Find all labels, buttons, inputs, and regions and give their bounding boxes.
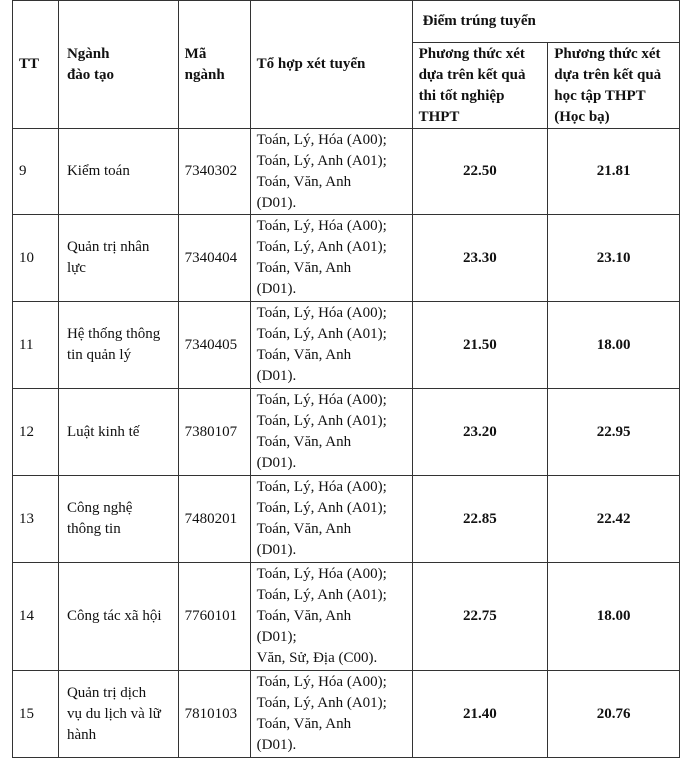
to-hop-line: Toán, Văn, Anh — [256, 521, 352, 537]
table-row — [13, 215, 680, 302]
to-hop-line: Toán, Lý, Hóa (A00); — [256, 131, 387, 148]
to-hop-line: Toán, Lý, Anh (A01); — [256, 239, 387, 255]
header-line: dựa trên kết quả — [418, 66, 526, 83]
cell-diem-thpt: 22.50 — [412, 129, 548, 215]
table-row — [13, 129, 680, 215]
to-hop-line: Toán, Văn, Anh — [256, 608, 352, 624]
nganh-line: Hệ thống thông — [66, 326, 161, 342]
header-line: (Học bạ) — [554, 108, 610, 125]
cell-diem-hoc-ba: 20.76 — [548, 671, 680, 758]
to-hop-line: Toán, Lý, Anh (A01); — [256, 413, 387, 429]
cell-to-hop — [250, 389, 412, 476]
to-hop-line: Toán, Văn, Anh — [256, 434, 352, 450]
to-hop-line: Toán, Lý, Anh (A01); — [256, 152, 387, 169]
cell-nganh — [58, 476, 178, 563]
to-hop-line: (D01). — [256, 455, 297, 471]
to-hop-line: (D01). — [256, 194, 297, 211]
cell-tt: 15 — [13, 671, 59, 758]
header-phuong-thuc-hoc-ba — [548, 43, 680, 129]
to-hop-line: (D01). — [256, 737, 297, 753]
header-line: Phương thức xét — [554, 45, 661, 62]
table-row — [13, 476, 680, 563]
cell-ma-nganh: 7340404 — [178, 215, 250, 302]
to-hop-line: Toán, Văn, Anh — [256, 347, 352, 363]
cell-nganh — [58, 129, 178, 215]
nganh-line: Quản trị dịch — [66, 684, 147, 701]
cell-diem-hoc-ba: 21.81 — [548, 129, 680, 215]
cell-tt: 13 — [13, 476, 59, 563]
to-hop-line: Toán, Văn, Anh — [256, 716, 352, 732]
cell-ma-nganh: 7810103 — [178, 671, 250, 758]
cell-diem-hoc-ba: 23.10 — [548, 215, 680, 302]
nganh-line: vụ du lịch và lữ — [66, 705, 161, 722]
header-line: thi tốt nghiệp — [418, 87, 505, 104]
table-row — [13, 563, 680, 671]
cell-tt: 9 — [13, 129, 59, 215]
cell-diem-hoc-ba: 22.42 — [548, 476, 680, 563]
to-hop-line: Toán, Lý, Hóa (A00); — [256, 674, 387, 690]
to-hop-line: Toán, Văn, Anh — [256, 173, 352, 190]
table-row — [13, 302, 680, 389]
nganh-line: Kiểm toán — [66, 163, 130, 179]
header-phuong-thuc-thpt — [412, 43, 548, 129]
cell-tt: 11 — [13, 302, 59, 389]
cell-diem-thpt: 23.20 — [412, 389, 548, 476]
cell-diem-thpt: 21.50 — [412, 302, 548, 389]
header-nganh: Ngành đào tạo — [58, 1, 178, 129]
to-hop-line: Toán, Lý, Hóa (A00); — [256, 392, 387, 408]
nganh-line: hành — [66, 726, 97, 743]
to-hop-line: Toán, Lý, Anh (A01); — [256, 587, 387, 603]
cell-tt: 14 — [13, 563, 59, 671]
cell-diem-thpt: 22.85 — [412, 476, 548, 563]
cell-ma-nganh: 7380107 — [178, 389, 250, 476]
table-row — [13, 671, 680, 758]
to-hop-line: Toán, Lý, Anh (A01); — [256, 326, 387, 342]
nganh-line: Quản trị nhân — [66, 239, 150, 255]
cell-nganh — [58, 215, 178, 302]
header-to-hop: Tổ hợp xét tuyển — [250, 1, 412, 129]
cell-nganh — [58, 389, 178, 476]
to-hop-line: (D01). — [256, 281, 297, 297]
header-diem-trung-tuyen: Điểm trúng tuyển — [412, 1, 679, 43]
cell-to-hop — [250, 302, 412, 389]
nganh-line: Luật kinh tế — [66, 423, 140, 440]
header-line: học tập THPT — [554, 87, 646, 104]
cell-diem-thpt: 23.30 — [412, 215, 548, 302]
cell-to-hop — [250, 215, 412, 302]
cell-ma-nganh: 7340302 — [178, 129, 250, 215]
cell-diem-hoc-ba: 18.00 — [548, 563, 680, 671]
cell-diem-hoc-ba: 22.95 — [548, 389, 680, 476]
nganh-line: Công nghệ — [66, 500, 133, 516]
to-hop-line: Toán, Lý, Hóa (A00); — [256, 218, 387, 234]
cell-nganh — [58, 671, 178, 758]
table-row — [13, 389, 680, 476]
header-line: dựa trên kết quả — [554, 66, 662, 83]
header-line: THPT — [418, 108, 460, 125]
cell-to-hop — [250, 671, 412, 758]
header-line: Phương thức xét — [418, 45, 525, 62]
nganh-line: lực — [66, 260, 86, 276]
to-hop-line: (D01). — [256, 542, 297, 558]
cell-diem-hoc-ba: 18.00 — [548, 302, 680, 389]
cell-diem-thpt: 22.75 — [412, 563, 548, 671]
to-hop-line: Toán, Lý, Hóa (A00); — [256, 479, 387, 495]
to-hop-line: Toán, Lý, Hóa (A00); — [256, 566, 387, 582]
cell-to-hop — [250, 563, 412, 671]
cell-ma-nganh: 7340405 — [178, 302, 250, 389]
header-tt: TT — [13, 1, 59, 129]
cell-diem-thpt: 21.40 — [412, 671, 548, 758]
to-hop-line: Toán, Lý, Anh (A01); — [256, 500, 387, 516]
cell-nganh — [58, 563, 178, 671]
to-hop-line: Văn, Sử, Địa (C00). — [256, 650, 378, 666]
nganh-line: tin quản lý — [66, 347, 132, 363]
cell-to-hop — [250, 476, 412, 563]
admission-score-table — [12, 0, 680, 758]
cell-tt: 12 — [13, 389, 59, 476]
cell-to-hop — [250, 129, 412, 215]
cell-tt: 10 — [13, 215, 59, 302]
cell-nganh — [58, 302, 178, 389]
nganh-line: thông tin — [66, 521, 121, 537]
header-ma-nganh: Mã ngành — [178, 1, 250, 129]
to-hop-line: (D01); — [256, 629, 297, 645]
cell-ma-nganh: 7760101 — [178, 563, 250, 671]
nganh-line: Công tác xã hội — [66, 608, 162, 624]
cell-ma-nganh: 7480201 — [178, 476, 250, 563]
to-hop-line: (D01). — [256, 368, 297, 384]
to-hop-line: Toán, Lý, Hóa (A00); — [256, 305, 387, 321]
to-hop-line: Toán, Lý, Anh (A01); — [256, 695, 387, 711]
to-hop-line: Toán, Văn, Anh — [256, 260, 352, 276]
